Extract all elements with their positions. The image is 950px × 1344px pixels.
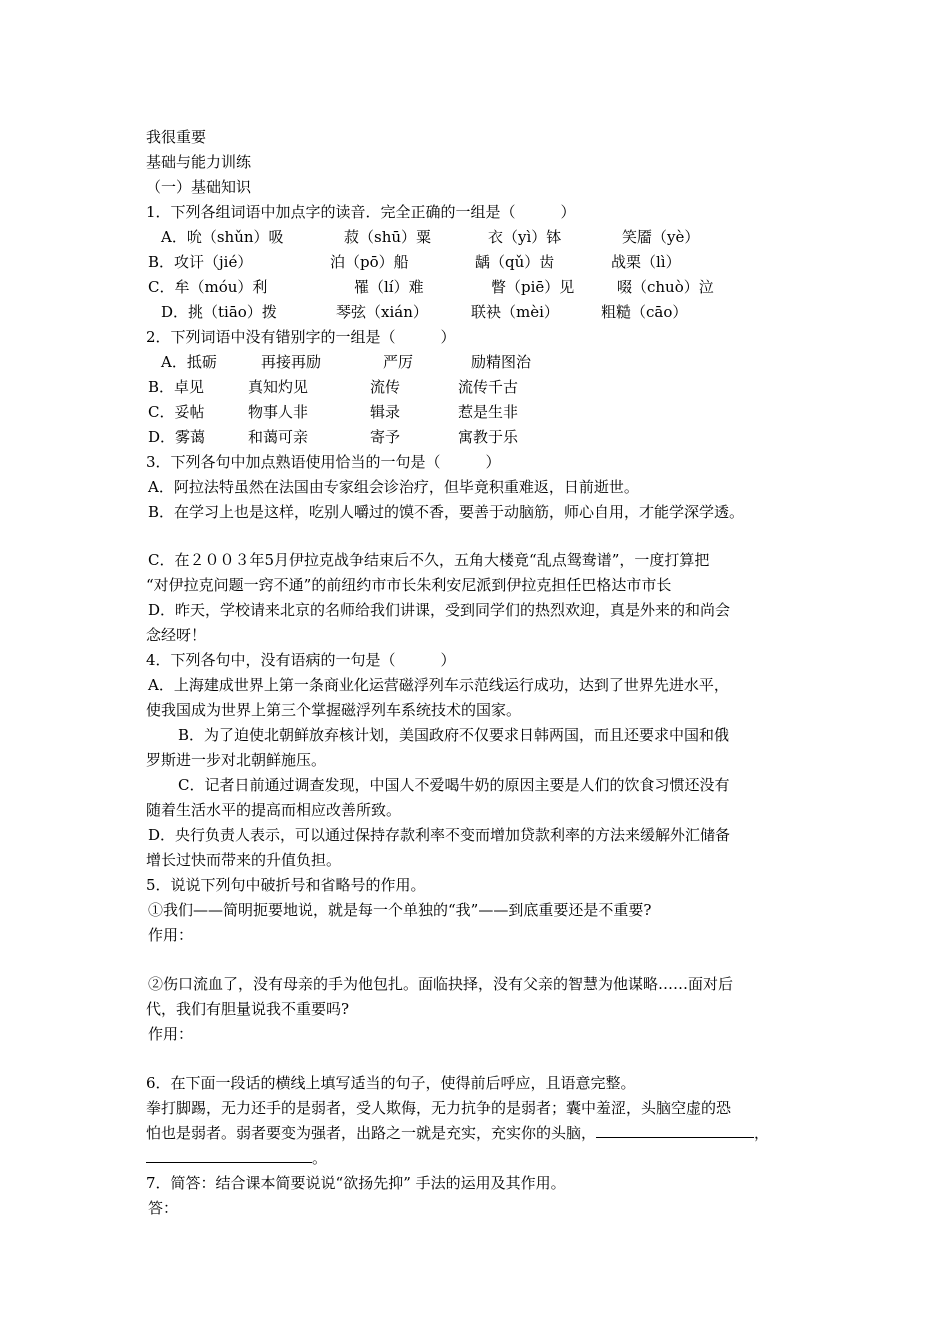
question-6-stem: 6．在下面一段话的横线上填写适当的句子，使得前后呼应，且语意完整。 [146,1074,636,1092]
question-6-passage-line3: 。 [146,1148,327,1168]
question-2-stem: 2．下列词语中没有错别字的一组是（ ） [146,328,456,346]
question-4-stem: 4．下列各句中，没有语病的一句是（ ） [146,651,456,669]
question-4-option-a-line2: 使我国成为世界上第三个掌握磁浮列车系统技术的国家。 [146,701,522,719]
question-3-option-a: A．阿拉法特虽然在法国由专家组会诊治疗，但毕竟积重难返，日前逝世。 [148,478,639,496]
question-3-option-d-line1: D．昨天，学校请来北京的名师给我们讲课，受到同学们的热烈欢迎，真是外来的和尚会 [148,601,731,619]
question-4-option-b-line1: B．为了迫使北朝鲜放弃核计划，美国政府不仅要求日韩两国，而且还要求中国和俄 [178,726,730,744]
question-5-stem: 5．说说下列句中破折号和省略号的作用。 [146,876,426,894]
question-6-passage-line1: 拳打脚踢，无力还手的是弱者，受人欺侮，无力抗争的是弱者；囊中羞涩，头脑空虚的恐 [146,1099,732,1117]
section-heading: 基础与能力训练 [146,153,252,171]
subsection-heading: （一）基础知识 [146,178,252,196]
question-5-answer-2-label: 作用： [148,1025,194,1043]
question-4-option-d-line2: 增长过快而带来的升值负担。 [146,851,342,869]
question-3-stem: 3．下列各句中加点熟语使用恰当的一句是（ ） [146,453,501,471]
question-5-sentence-2-line2: 代，我们有胆量说我不重要吗? [146,1000,350,1018]
question-6-passage-line2: 怕也是弱者。弱者要变为强者，出路之一就是充实，充实你的头脑， ， [146,1124,770,1142]
fill-blank-2[interactable] [146,1148,312,1163]
question-7-stem: 7．简答：结合课本简要说说“欲扬先抑” 手法的运用及其作用。 [146,1174,566,1192]
question-4-option-b-line2: 罗斯进一步对北朝鲜施压。 [146,751,327,769]
question-1-stem: 1．下列各组词语中加点字的读音．完全正确的一组是（ ） [146,203,576,221]
question-3-option-c-line1: C．在２００３年5月伊拉克战争结束后不久，五角大楼竟“乱点鸳鸯谱”，一度打算把 [148,551,710,569]
page-title: 我很重要 [146,128,207,146]
question-4-option-c-line1: C．记者日前通过调查发现，中国人不爱喝牛奶的原因主要是人们的饮食习惯还没有 [178,776,730,794]
question-7-answer-label: 答： [148,1199,179,1217]
fill-blank-1[interactable] [596,1123,754,1138]
question-4-option-a-line1: A．上海建成世界上第一条商业化运营磁浮列车示范线运行成功，达到了世界先进水平， [148,676,729,694]
question-3-option-c-line2: “对伊拉克问题一窍不通”的前纽约市市长朱利安尼派到伊拉克担任巴格达市市长 [146,576,672,594]
question-5-sentence-2-line1: ②伤口流血了，没有母亲的手为他包扎。面临抉择，没有父亲的智慧为他谋略……面对后 [148,975,734,993]
question-3-option-b: B．在学习上也是这样，吃别人嚼过的馍不香，要善于动脑筋，师心自用，才能学深学透。 [148,503,745,521]
question-4-option-c-line2: 随着生活水平的提高而相应改善所致。 [146,801,402,819]
question-4-option-d-line1: D．央行负责人表示，可以通过保持存款利率不变而增加贷款利率的方法来缓解外汇储备 [148,826,731,844]
question-5-answer-1-label: 作用： [148,926,194,944]
question-3-option-d-line2: 念经呀！ [146,626,207,644]
question-5-sentence-1: ①我们——简明扼要地说，就是每一个单独的“我”——到底重要还是不重要? [148,901,652,919]
